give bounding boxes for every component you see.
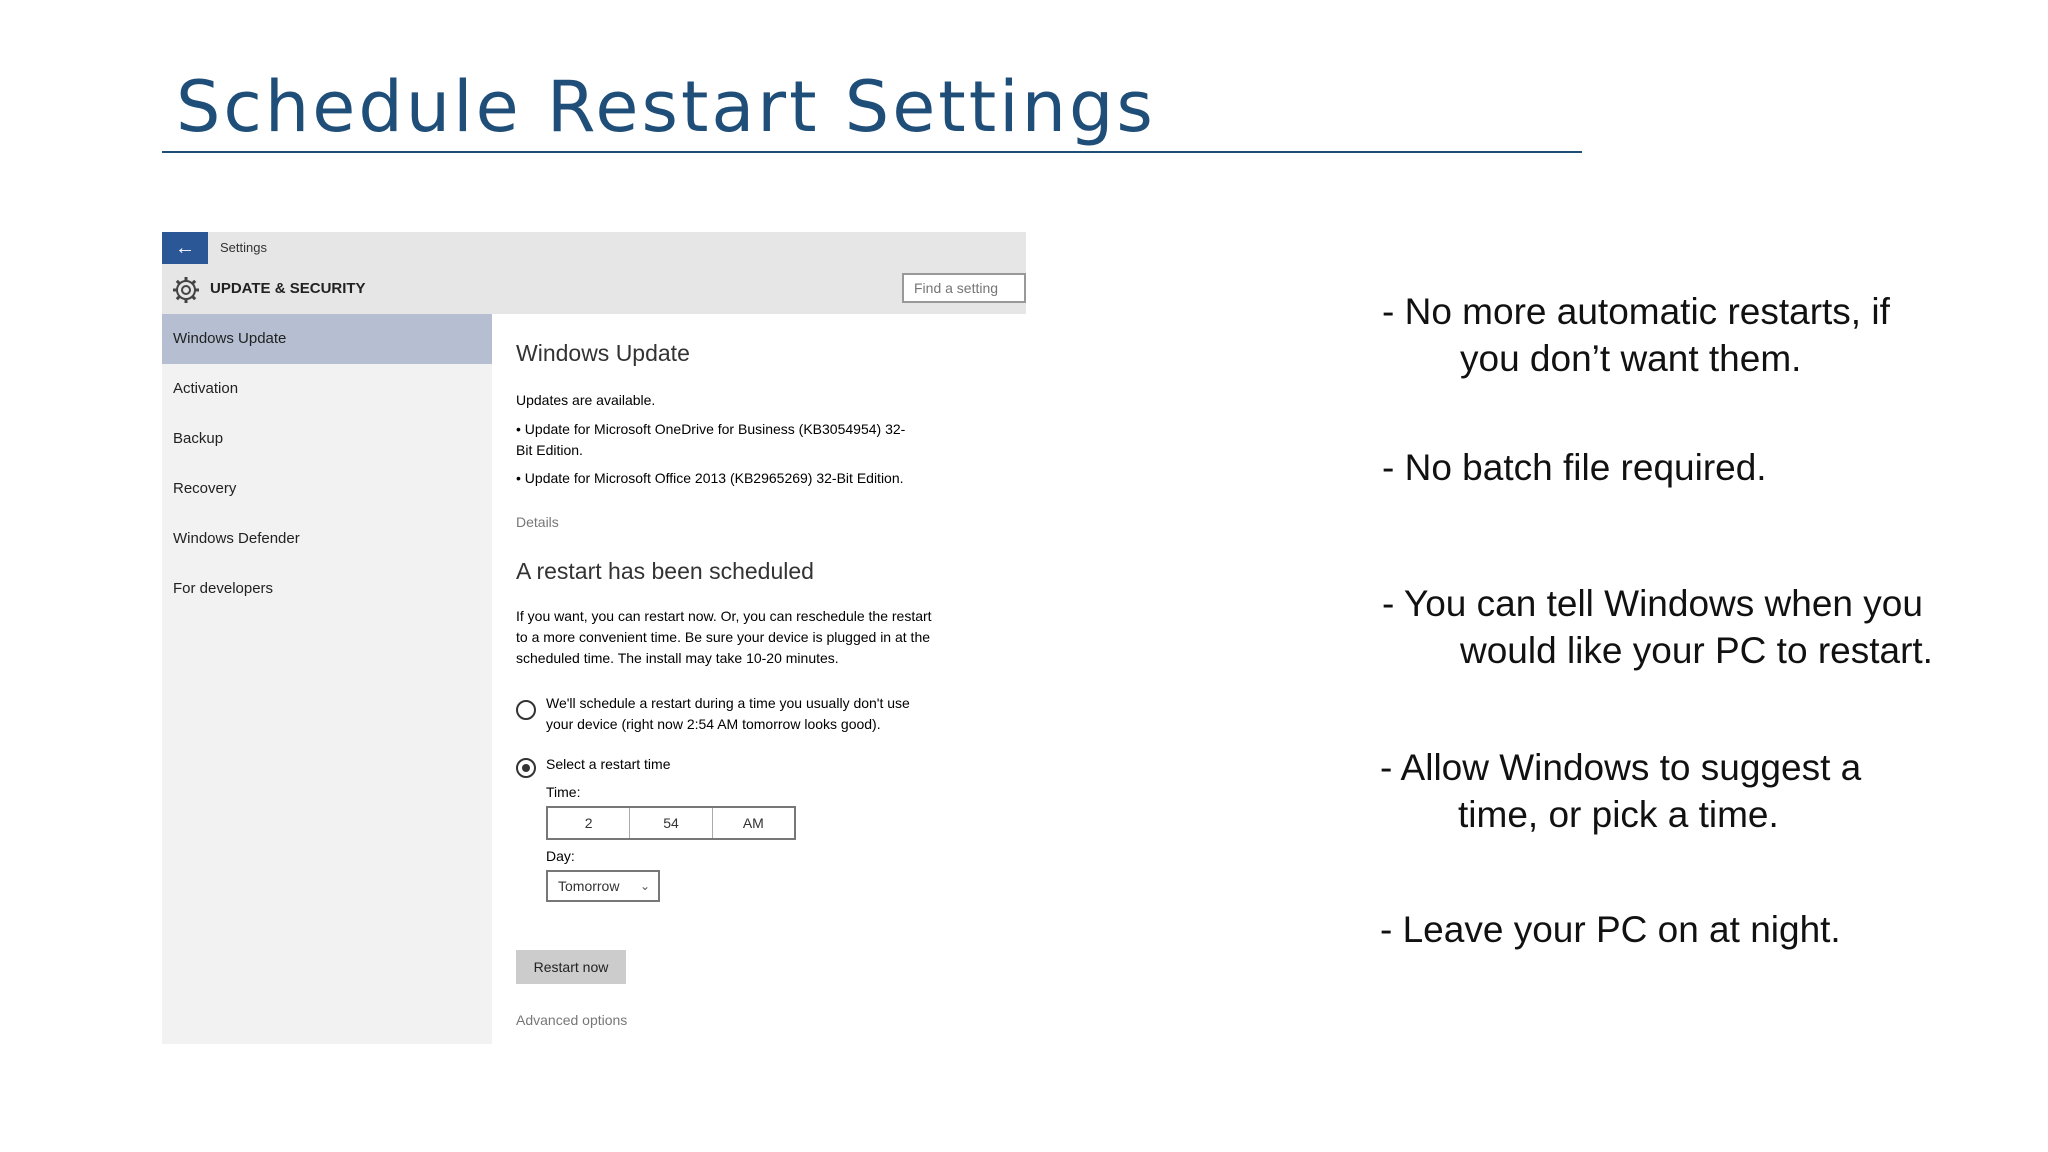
- bullet-3-line2: would like your PC to restart.: [1460, 630, 1933, 671]
- update-item-1-line2: Bit Edition.: [516, 442, 583, 458]
- window-header: [162, 232, 1026, 314]
- sidebar-item-for-developers[interactable]: For developers: [173, 580, 274, 597]
- sidebar-item-backup[interactable]: Backup: [173, 430, 224, 447]
- gear-icon: [172, 276, 200, 304]
- day-select[interactable]: [546, 870, 660, 902]
- bullet-2-line1: - No batch file required.: [1382, 447, 1767, 488]
- restart-description: [516, 606, 1016, 669]
- bullet-1-line2: you don’t want them.: [1460, 338, 1802, 379]
- sidebar-item-windows-update[interactable]: Windows Update: [162, 314, 492, 364]
- bullet-5-line1: - Leave your PC on at night.: [1380, 909, 1841, 950]
- window-title: Settings: [220, 240, 267, 255]
- back-button[interactable]: [162, 232, 208, 264]
- restart-description-line1: If you want, you can restart now. Or, you can reschedule the restart: [516, 608, 932, 624]
- auto-schedule-label-line2: your device (right now 2:54 AM tomorrow looks good).: [546, 716, 881, 732]
- bullet-4-line1: - Allow Windows to suggest a: [1380, 747, 1862, 788]
- restart-scheduled-heading: A restart has been scheduled: [516, 558, 814, 584]
- bullet-3-line1: - You can tell Windows when you: [1382, 583, 1923, 624]
- day-label: Day:: [546, 848, 575, 864]
- bullet-1: [1382, 288, 1890, 382]
- select-time-radio[interactable]: [516, 758, 536, 778]
- update-item-2: • Update for Microsoft Office 2013 (KB2965269) 32-Bit Edition.: [516, 470, 904, 486]
- time-ampm[interactable]: AM: [742, 815, 764, 831]
- auto-schedule-radio[interactable]: [516, 700, 536, 720]
- find-setting-input[interactable]: [902, 273, 1026, 303]
- bullet-5: [1380, 906, 1841, 953]
- time-label: Time:: [546, 784, 581, 800]
- bullet-2: [1382, 444, 1767, 491]
- select-time-label: Select a restart time: [546, 756, 671, 772]
- title-underline: [162, 151, 1582, 153]
- bullet-1-line1: - No more automatic restarts, if: [1382, 291, 1890, 332]
- section-label: UPDATE & SECURITY: [210, 280, 366, 297]
- time-picker[interactable]: [546, 806, 796, 840]
- slide-title: Schedule Restart Settings: [176, 66, 1156, 148]
- restart-now-button[interactable]: Restart now: [516, 950, 626, 984]
- details-link[interactable]: Details: [516, 514, 559, 530]
- sidebar-item-recovery[interactable]: Recovery: [173, 480, 237, 497]
- bullet-4: [1380, 744, 1861, 838]
- back-arrow-icon: ←: [175, 236, 195, 259]
- auto-schedule-label: [546, 693, 1006, 735]
- auto-schedule-label-line1: We'll schedule a restart during a time you usually don't use: [546, 695, 910, 711]
- updates-status: Updates are available.: [516, 392, 656, 408]
- restart-description-line2: to a more convenient time. Be sure your device is plugged in at the: [516, 629, 931, 645]
- advanced-options-link[interactable]: Advanced options: [516, 1012, 628, 1028]
- day-select-value: Tomorrow: [558, 878, 620, 894]
- bullet-3: [1382, 580, 1933, 674]
- restart-description-line3: scheduled time. The install may take 10-20 minutes.: [516, 650, 839, 666]
- time-hour[interactable]: 2: [548, 808, 630, 838]
- time-minute[interactable]: 54: [630, 808, 712, 838]
- windows-update-heading: Windows Update: [516, 340, 690, 366]
- update-item-1: [516, 419, 996, 461]
- sidebar: [162, 314, 492, 1044]
- bullet-4-line2: time, or pick a time.: [1458, 794, 1779, 835]
- update-item-1-line1: • Update for Microsoft OneDrive for Business (KB3054954) 32-: [516, 421, 906, 437]
- chevron-down-icon: ⌄: [639, 879, 650, 893]
- sidebar-item-windows-defender[interactable]: Windows Defender: [173, 530, 300, 547]
- sidebar-item-activation[interactable]: Activation: [173, 380, 239, 397]
